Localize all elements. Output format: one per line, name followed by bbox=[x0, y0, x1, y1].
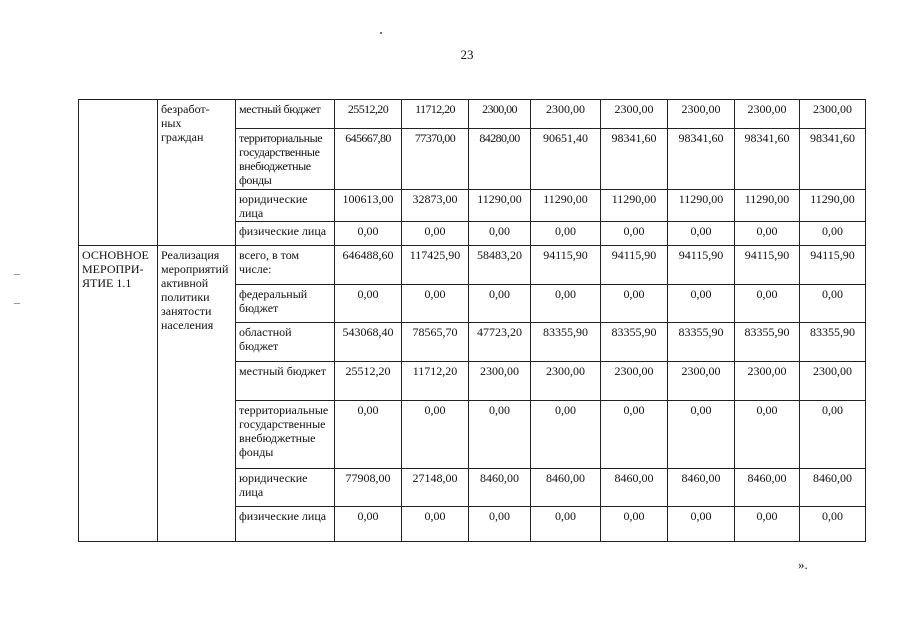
amount-cell: 83355,90 bbox=[668, 323, 735, 362]
scan-dot bbox=[380, 32, 382, 34]
amount-cell: 2300,00 bbox=[469, 100, 531, 129]
amount-cell: 0,00 bbox=[668, 285, 735, 323]
amount-cell: 2300,00 bbox=[601, 100, 668, 129]
amount-cell: 0,00 bbox=[800, 285, 866, 323]
amount-cell: 98341,60 bbox=[735, 129, 800, 190]
amount-cell: 94115,90 bbox=[668, 246, 735, 285]
amount-cell: 8460,00 bbox=[601, 469, 668, 507]
table-row bbox=[79, 246, 866, 285]
amount-cell: 83355,90 bbox=[800, 323, 866, 362]
amount-cell: 2300,00 bbox=[601, 362, 668, 401]
amount-cell: 645667,80 bbox=[335, 129, 402, 190]
amount-cell: 98341,60 bbox=[601, 129, 668, 190]
amount-cell: 543068,40 bbox=[335, 323, 402, 362]
page-number: 23 bbox=[460, 47, 474, 62]
amount-cell: 11290,00 bbox=[735, 190, 800, 222]
amount-cell: 0,00 bbox=[601, 507, 668, 542]
amount-cell: 100613,00 bbox=[335, 190, 402, 222]
amount-cell: 27148,00 bbox=[402, 469, 469, 507]
amount-cell: 25512,20 bbox=[335, 362, 402, 401]
amount-cell: 83355,90 bbox=[601, 323, 668, 362]
amount-cell: 58483,20 bbox=[469, 246, 531, 285]
amount-cell: 0,00 bbox=[735, 401, 800, 469]
amount-cell: 11290,00 bbox=[469, 190, 531, 222]
margin-mark bbox=[14, 274, 20, 275]
table-row bbox=[79, 100, 866, 129]
amount-cell: 2300,00 bbox=[800, 100, 866, 129]
funding-source-cell: территориальные государственные внебюджетные фонды bbox=[236, 129, 335, 190]
amount-cell: 0,00 bbox=[800, 222, 866, 246]
amount-cell: 2300,00 bbox=[531, 100, 601, 129]
amount-cell: 2300,00 bbox=[668, 100, 735, 129]
amount-cell: 0,00 bbox=[335, 507, 402, 542]
amount-cell: 0,00 bbox=[402, 285, 469, 323]
amount-cell: 0,00 bbox=[601, 222, 668, 246]
amount-cell: 0,00 bbox=[531, 401, 601, 469]
amount-cell: 117425,90 bbox=[402, 246, 469, 285]
measure-cell bbox=[79, 100, 158, 246]
funding-source-cell: физические лица bbox=[236, 222, 335, 246]
amount-cell: 25512,20 bbox=[335, 100, 402, 129]
amount-cell: 0,00 bbox=[335, 285, 402, 323]
amount-cell: 0,00 bbox=[800, 507, 866, 542]
description-cell: Реализация мероприятий активной политики занятости населения bbox=[158, 246, 236, 542]
amount-cell: 32873,00 bbox=[402, 190, 469, 222]
amount-cell: 90651,40 bbox=[531, 129, 601, 190]
amount-cell: 11290,00 bbox=[800, 190, 866, 222]
funding-source-cell: юридические лица bbox=[236, 190, 335, 222]
amount-cell: 77370,00 bbox=[402, 129, 469, 190]
amount-cell: 0,00 bbox=[402, 507, 469, 542]
amount-cell: 8460,00 bbox=[668, 469, 735, 507]
amount-cell: 98341,60 bbox=[668, 129, 735, 190]
amount-cell: 0,00 bbox=[668, 507, 735, 542]
amount-cell: 2300,00 bbox=[735, 362, 800, 401]
amount-cell: 11712,20 bbox=[402, 100, 469, 129]
amount-cell: 0,00 bbox=[668, 222, 735, 246]
amount-cell: 2300,00 bbox=[668, 362, 735, 401]
amount-cell: 0,00 bbox=[531, 222, 601, 246]
funding-source-cell: всего, в том числе: bbox=[236, 246, 335, 285]
amount-cell: 94115,90 bbox=[800, 246, 866, 285]
amount-cell: 0,00 bbox=[469, 285, 531, 323]
amount-cell: 0,00 bbox=[601, 285, 668, 323]
funding-source-cell: местный бюджет bbox=[236, 362, 335, 401]
amount-cell: 8460,00 bbox=[800, 469, 866, 507]
amount-cell: 2300,00 bbox=[800, 362, 866, 401]
amount-cell: 78565,70 bbox=[402, 323, 469, 362]
funding-source-cell: местный бюджет bbox=[236, 100, 335, 129]
amount-cell: 0,00 bbox=[335, 401, 402, 469]
amount-cell: 8460,00 bbox=[531, 469, 601, 507]
amount-cell: 94115,90 bbox=[531, 246, 601, 285]
funding-source-cell: федеральный бюджет bbox=[236, 285, 335, 323]
funding-source-cell: юридические лица bbox=[236, 469, 335, 507]
amount-cell: 84280,00 bbox=[469, 129, 531, 190]
amount-cell: 0,00 bbox=[601, 401, 668, 469]
amount-cell: 0,00 bbox=[469, 401, 531, 469]
amount-cell: 0,00 bbox=[800, 401, 866, 469]
amount-cell: 0,00 bbox=[735, 222, 800, 246]
funding-source-cell: областной бюджет bbox=[236, 323, 335, 362]
amount-cell: 11290,00 bbox=[668, 190, 735, 222]
amount-cell: 11712,20 bbox=[402, 362, 469, 401]
amount-cell: 11290,00 bbox=[531, 190, 601, 222]
funding-source-cell: территориальные государственные внебюджетные фонды bbox=[236, 401, 335, 469]
amount-cell: 8460,00 bbox=[469, 469, 531, 507]
amount-cell: 94115,90 bbox=[735, 246, 800, 285]
amount-cell: 0,00 bbox=[531, 285, 601, 323]
amount-cell: 83355,90 bbox=[735, 323, 800, 362]
amount-cell: 77908,00 bbox=[335, 469, 402, 507]
amount-cell: 98341,60 bbox=[800, 129, 866, 190]
amount-cell: 0,00 bbox=[531, 507, 601, 542]
amount-cell: 94115,90 bbox=[601, 246, 668, 285]
measure-cell: ОСНОВНОЕ МЕРОПРИ- ЯТИЕ 1.1 bbox=[79, 246, 158, 542]
amount-cell: 0,00 bbox=[335, 222, 402, 246]
amount-cell: 0,00 bbox=[402, 401, 469, 469]
amount-cell: 0,00 bbox=[469, 222, 531, 246]
funding-table bbox=[78, 99, 866, 542]
amount-cell: 0,00 bbox=[735, 285, 800, 323]
amount-cell: 0,00 bbox=[469, 507, 531, 542]
amount-cell: 11290,00 bbox=[601, 190, 668, 222]
amount-cell: 0,00 bbox=[402, 222, 469, 246]
funding-source-cell: физические лица bbox=[236, 507, 335, 542]
amount-cell: 2300,00 bbox=[735, 100, 800, 129]
margin-mark bbox=[14, 303, 20, 304]
amount-cell: 8460,00 bbox=[735, 469, 800, 507]
amount-cell: 2300,00 bbox=[531, 362, 601, 401]
closing-quote: ». bbox=[798, 557, 808, 572]
amount-cell: 646488,60 bbox=[335, 246, 402, 285]
amount-cell: 0,00 bbox=[668, 401, 735, 469]
description-cell: безработ- ных граждан bbox=[158, 100, 236, 246]
amount-cell: 83355,90 bbox=[531, 323, 601, 362]
table-body bbox=[79, 100, 866, 542]
amount-cell: 0,00 bbox=[735, 507, 800, 542]
amount-cell: 47723,20 bbox=[469, 323, 531, 362]
amount-cell: 2300,00 bbox=[469, 362, 531, 401]
